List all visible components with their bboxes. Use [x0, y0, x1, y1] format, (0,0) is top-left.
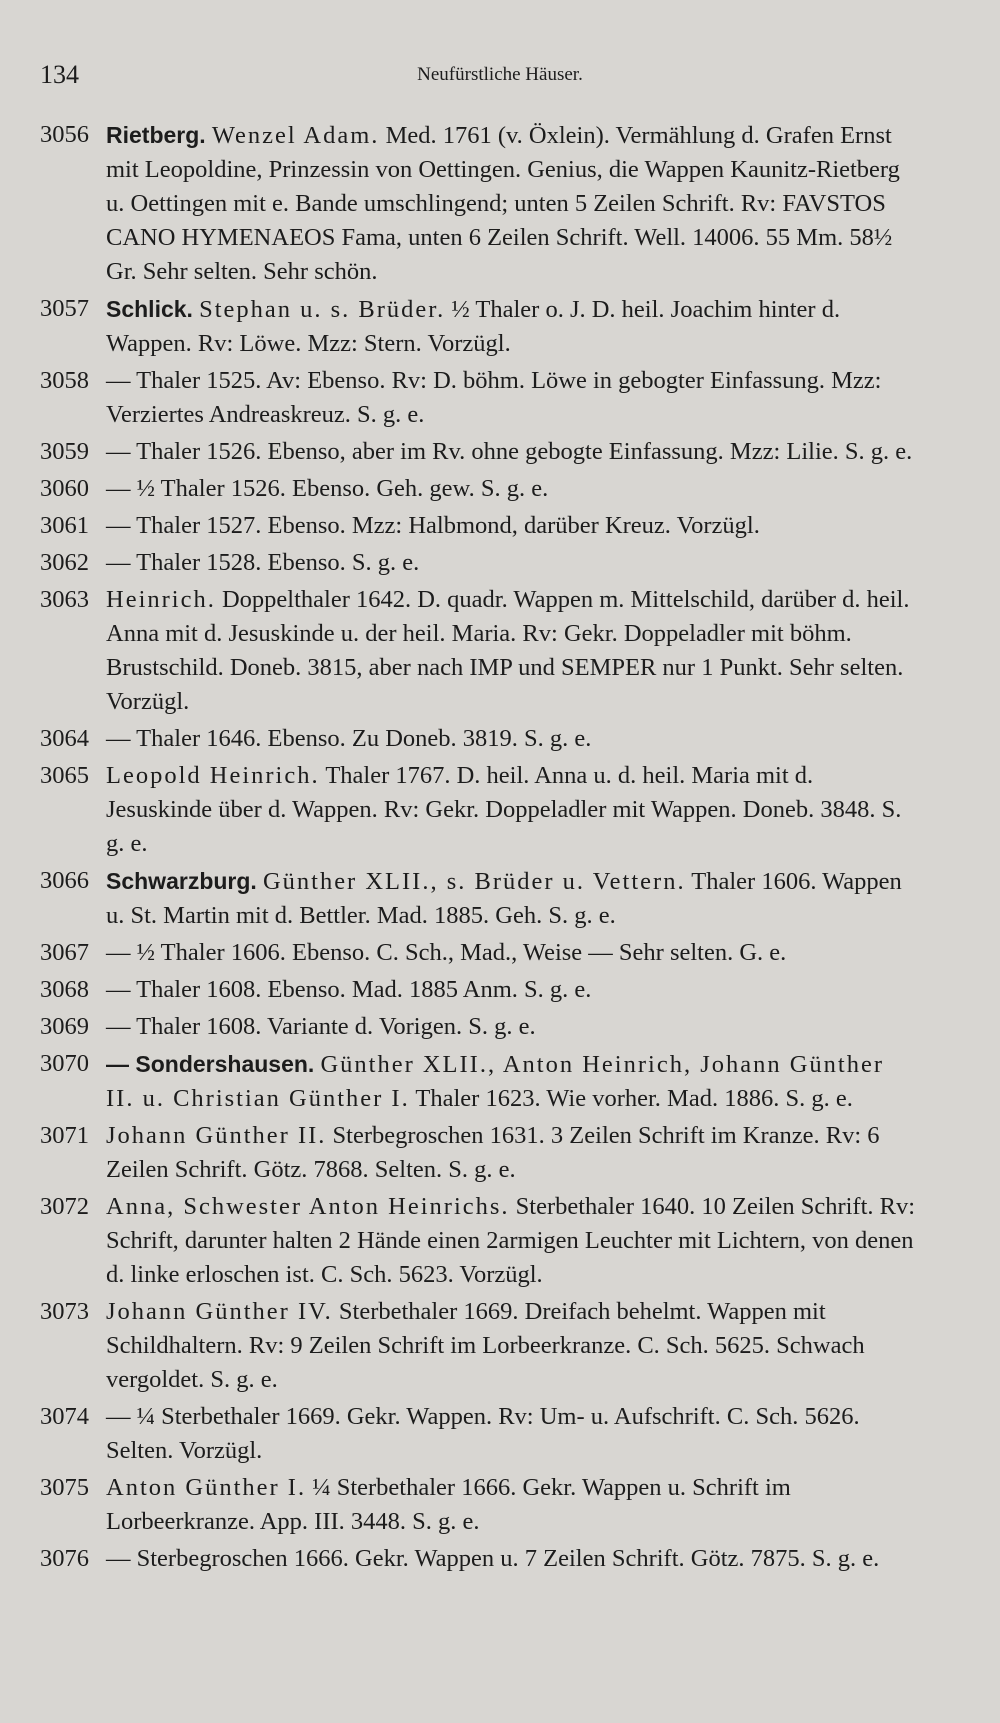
catalog-entry	[40, 759, 920, 861]
catalog-entry	[40, 936, 920, 970]
entry-number: 3075	[40, 1474, 89, 1501]
entry-description: — ½ Thaler 1606. Ebenso. C. Sch., Mad., Weise — Sehr selten. G. e.	[106, 939, 787, 966]
entry-description: — Thaler 1608. Ebenso. Mad. 1885 Anm. S. g. e.	[106, 976, 592, 1003]
catalog-entry	[40, 1471, 920, 1539]
entry-number: 3062	[40, 549, 89, 576]
catalog-entry	[40, 1010, 920, 1044]
entry-description: — Thaler 1646. Ebenso. Zu Doneb. 3819. S. g. e.	[106, 725, 592, 752]
entry-number: 3059	[40, 438, 89, 465]
catalog-entry	[40, 722, 920, 756]
page-header	[40, 60, 960, 100]
page-number: 134	[40, 60, 79, 89]
entry-description: — ½ Thaler 1526. Ebenso. Geh. gew. S. g. e.	[106, 475, 549, 502]
entry-number: 3065	[40, 762, 89, 789]
entry-description: ½ Thaler o. J. D. heil. Joachim hinter d. Wappen. Rv: Löwe. Mzz: Stern. Vorzügl.	[106, 296, 841, 357]
entry-description: Sterbethaler 1669. Dreifach behelmt. Wappen mit Schildhaltern. Rv: 9 Zeilen Schrift im Lorbeerkranze. C. Sch. 5625. Schwach vergoldet. S. g. e.	[106, 1298, 865, 1393]
entry-description: Thaler 1623. Wie vorher. Mad. 1886. S. g. e.	[415, 1085, 853, 1112]
ruler-names: Günther XLII., s. Brüder u. Vettern.	[262, 868, 686, 895]
entry-number: 3074	[40, 1403, 89, 1430]
ruler-names: Wenzel Adam.	[211, 122, 380, 149]
ruler-names: Heinrich.	[106, 586, 216, 613]
catalog-entry	[40, 973, 920, 1007]
catalog-entry	[40, 1295, 920, 1397]
entry-description: — Thaler 1608. Variante d. Vorigen. S. g. e.	[106, 1013, 536, 1040]
ruler-names: Günther XLII., Anton Heinrich, Johann Günther II. u. Christian Günther I.	[106, 1051, 885, 1112]
ruler-names: Anna, Schwester Anton Heinrichs.	[106, 1193, 510, 1220]
catalog-entry	[40, 364, 920, 432]
ruler-names: Leopold Heinrich.	[106, 762, 320, 789]
entry-description: Sterbethaler 1640. 10 Zeilen Schrift. Rv: Schrift, darunter halten 2 Hände einen 2armigen Leuchter mit Lichtern, von denen d. linke erloschen ist. C. Sch. 5623. Vorzügl.	[106, 1193, 916, 1288]
house-name: Schlick.	[106, 296, 193, 322]
catalog-entry	[40, 1190, 920, 1292]
entry-number: 3066	[40, 867, 89, 894]
entry-number: 3064	[40, 725, 89, 752]
ruler-names: Johann Günther II.	[106, 1122, 327, 1149]
entry-number: 3076	[40, 1545, 89, 1572]
catalog-entry	[40, 1400, 920, 1468]
entry-description: — ¼ Sterbethaler 1669. Gekr. Wappen. Rv: Um- u. Aufschrift. C. Sch. 5626. Selten. Vorzügl.	[106, 1403, 860, 1464]
house-name: Rietberg.	[106, 122, 206, 148]
catalog-entry	[40, 546, 920, 580]
entry-number: 3058	[40, 367, 89, 394]
house-name: Schwarzburg.	[106, 868, 257, 894]
entry-number: 3057	[40, 295, 89, 322]
entry-description: — Sterbegroschen 1666. Gekr. Wappen u. 7 Zeilen Schrift. Götz. 7875. S. g. e.	[106, 1545, 880, 1572]
entry-description: Thaler 1606. Wappen u. St. Martin mit d. Bettler. Mad. 1885. Geh. S. g. e.	[106, 868, 902, 929]
entry-list	[40, 118, 920, 1579]
catalog-entry	[40, 1119, 920, 1187]
house-name: — Sondershausen.	[106, 1051, 315, 1077]
entry-description: — Thaler 1528. Ebenso. S. g. e.	[106, 549, 420, 576]
entry-number: 3068	[40, 976, 89, 1003]
ruler-names: Anton Günther I.	[106, 1474, 307, 1501]
entry-number: 3056	[40, 121, 89, 148]
entry-description: Med. 1761 (v. Öxlein). Vermählung d. Grafen Ernst mit Leopoldine, Prinzessin von Oettingen. Genius, die Wappen Kaunitz-Rietberg u. Oettingen mit e. Bande umschlingend; unten 5 Zeilen Schrift. Rv: FAVSTOS CANO HYMENAEOS Fama, unten 6 Zeilen Schrift. Well. 14006. 55 Mm. 58½ Gr. Sehr selten. Sehr schön.	[106, 122, 900, 285]
entry-description: — Thaler 1526. Ebenso, aber im Rv. ohne gebogte Einfassung. Mzz: Lilie. S. g. e.	[106, 438, 913, 465]
catalog-entry	[40, 509, 920, 543]
catalog-entry	[40, 864, 920, 933]
entry-description: Thaler 1767. D. heil. Anna u. d. heil. Maria mit d. Jesuskinde über d. Wappen. Rv: Gekr. Doppeladler mit Wappen. Doneb. 3848. S. g. e.	[106, 762, 902, 857]
entry-description: Doppelthaler 1642. D. quadr. Wappen m. Mittelschild, darüber d. heil. Anna mit d. Jesuskinde u. der heil. Maria. Rv: Gekr. Doppeladler mit böhm. Brustschild. Doneb. 3815, aber nach IMP und SEMPER nur 1 Punkt. Sehr selten. Vorzügl.	[106, 586, 910, 715]
running-title: Neufürstliche Häuser.	[417, 64, 583, 85]
catalog-entry	[40, 583, 920, 719]
entry-description: — Thaler 1527. Ebenso. Mzz: Halbmond, darüber Kreuz. Vorzügl.	[106, 512, 760, 539]
entry-number: 3067	[40, 939, 89, 966]
catalog-entry	[40, 292, 920, 361]
ruler-names: Johann Günther IV.	[106, 1298, 333, 1325]
catalog-entry	[40, 1542, 920, 1576]
entry-number: 3063	[40, 586, 89, 613]
ruler-names: Stephan u. s. Brüder.	[199, 296, 446, 323]
entry-number: 3060	[40, 475, 89, 502]
catalog-entry	[40, 118, 920, 289]
entry-number: 3069	[40, 1013, 89, 1040]
entry-number: 3061	[40, 512, 89, 539]
entry-number: 3073	[40, 1298, 89, 1325]
entry-number: 3071	[40, 1122, 89, 1149]
catalog-entry	[40, 472, 920, 506]
entry-description: ¼ Sterbethaler 1666. Gekr. Wappen u. Schrift im Lorbeerkranze. App. III. 3448. S. g. e.	[106, 1474, 791, 1535]
catalog-entry	[40, 435, 920, 469]
entry-description: — Thaler 1525. Av: Ebenso. Rv: D. böhm. Löwe in gebogter Einfassung. Mzz: Verziertes Andreaskreuz. S. g. e.	[106, 367, 882, 428]
entry-description: Sterbegroschen 1631. 3 Zeilen Schrift im Kranze. Rv: 6 Zeilen Schrift. Götz. 7868. Selten. S. g. e.	[106, 1122, 880, 1183]
catalog-entry	[40, 1047, 920, 1116]
entry-number: 3070	[40, 1050, 89, 1077]
entry-number: 3072	[40, 1193, 89, 1220]
